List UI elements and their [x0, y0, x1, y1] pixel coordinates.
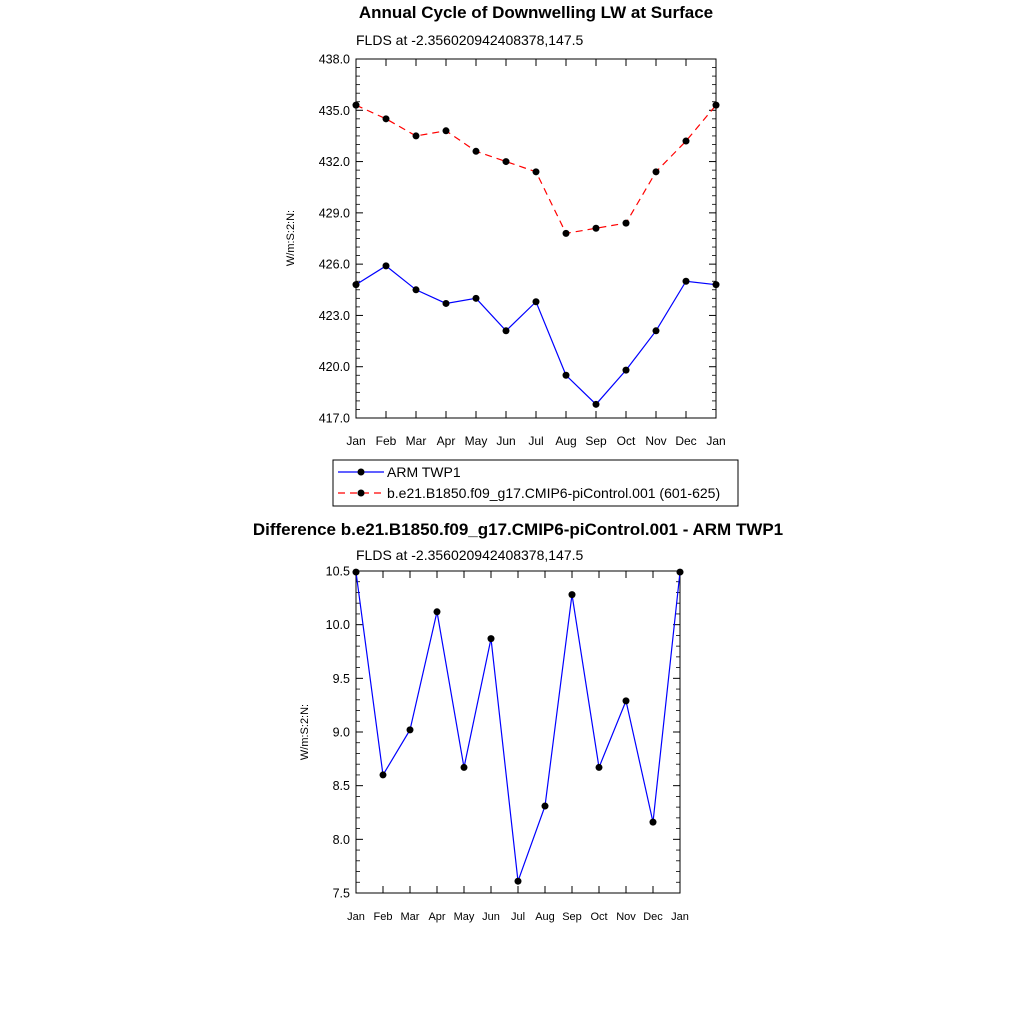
y-tick-label: 432.0 — [318, 155, 350, 170]
x-tick-label: Apr — [428, 911, 446, 923]
x-tick-label: Nov — [645, 434, 667, 448]
x-tick-label: Sep — [585, 434, 607, 448]
data-point-0-7 — [542, 803, 549, 810]
legend-marker-model — [358, 490, 365, 497]
y-tick-label: 7.5 — [332, 886, 350, 901]
data-point-0-10 — [623, 697, 630, 704]
y-tick-label: 426.0 — [318, 257, 350, 272]
data-point-0-7 — [563, 372, 570, 379]
data-point-1-0 — [353, 102, 360, 109]
x-tick-label: Feb — [375, 434, 397, 448]
data-point-1-6 — [533, 168, 540, 175]
legend — [333, 460, 738, 506]
x-tick-label: Oct — [590, 911, 608, 923]
data-point-0-12 — [713, 281, 720, 288]
x-tick-label: Mar — [400, 911, 420, 923]
data-point-0-9 — [623, 367, 630, 374]
x-tick-label: Jun — [496, 434, 516, 448]
x-tick-label: Jun — [482, 911, 500, 923]
y-tick-label: 9.5 — [332, 671, 350, 686]
data-point-0-11 — [650, 819, 657, 826]
x-tick-label: Aug — [535, 911, 555, 923]
difference-chart — [253, 520, 783, 923]
y-tick-label: 9.0 — [332, 725, 350, 740]
data-point-1-11 — [683, 138, 690, 145]
diff-plot-axes — [326, 565, 689, 924]
data-point-0-3 — [434, 608, 441, 615]
data-point-0-2 — [413, 286, 420, 293]
series-line-0 — [356, 266, 716, 404]
diff-y-axis-label: W/m:S:2:N: — [299, 703, 311, 761]
data-point-0-5 — [503, 327, 510, 334]
x-tick-label: Jan — [706, 434, 726, 448]
y-tick-label: 10.5 — [325, 564, 350, 579]
data-point-0-1 — [380, 771, 387, 778]
data-point-1-2 — [413, 132, 420, 139]
x-tick-label: Dec — [643, 911, 663, 923]
diff-chart-title: Difference b.e21.B1850.f09_g17.CMIP6-piControl.001 - ARM TWP1 — [252, 520, 784, 539]
data-point-0-9 — [596, 764, 603, 771]
data-point-1-4 — [473, 148, 480, 155]
y-tick-label: 438.0 — [318, 52, 350, 67]
series-marks — [353, 102, 720, 408]
y-tick-label: 8.0 — [332, 832, 350, 847]
data-point-0-10 — [653, 327, 660, 334]
data-point-0-1 — [383, 262, 390, 269]
data-point-0-3 — [443, 300, 450, 307]
y-tick-label: 423.0 — [318, 308, 350, 323]
data-point-1-5 — [503, 158, 510, 165]
x-tick-label: Jul — [510, 911, 526, 923]
data-point-0-2 — [407, 726, 414, 733]
diff-chart-subtitle: FLDS at -2.356020942408378,147.5 — [356, 547, 584, 563]
x-tick-label: Sep — [562, 911, 582, 923]
x-tick-label: Jan — [671, 911, 689, 923]
data-point-1-12 — [713, 102, 720, 109]
y-tick-label: 10.0 — [325, 618, 350, 633]
y-axis-label: W/m:S:2:N: — [285, 209, 297, 267]
plot-frame — [356, 59, 716, 418]
data-point-0-8 — [593, 401, 600, 408]
y-tick-label: 420.0 — [318, 360, 350, 375]
annual-cycle-chart — [285, 3, 726, 448]
x-tick-label: Feb — [373, 911, 393, 923]
x-tick-label: Oct — [616, 434, 636, 448]
legend-entry-arm: ARM TWP1 — [387, 464, 461, 480]
x-tick-label: May — [464, 434, 488, 448]
data-point-1-1 — [383, 115, 390, 122]
data-point-1-9 — [623, 220, 630, 227]
data-point-0-4 — [461, 764, 468, 771]
chart-subtitle: FLDS at -2.356020942408378,147.5 — [356, 32, 584, 48]
data-point-1-8 — [593, 225, 600, 232]
data-point-0-0 — [353, 281, 360, 288]
data-point-0-0 — [353, 569, 360, 576]
plot-frame — [356, 571, 680, 893]
data-point-0-8 — [569, 591, 576, 598]
series-line-0 — [356, 572, 680, 881]
data-point-0-6 — [533, 298, 540, 305]
x-tick-label: Mar — [405, 434, 427, 448]
legend-entry-model: b.e21.B1850.f09_g17.CMIP6-piControl.001 (601-625) — [387, 485, 721, 501]
data-point-1-10 — [653, 168, 660, 175]
x-tick-label: Aug — [555, 434, 577, 448]
x-tick-label: Jan — [347, 911, 365, 923]
y-tick-label: 417.0 — [318, 411, 350, 426]
x-tick-label: Apr — [436, 434, 456, 448]
legend-marker-arm — [358, 469, 365, 476]
data-point-1-3 — [443, 127, 450, 134]
data-point-0-4 — [473, 295, 480, 302]
plot-axes — [319, 53, 726, 449]
y-tick-label: 435.0 — [318, 103, 350, 118]
x-tick-label: Dec — [675, 434, 697, 448]
data-point-0-5 — [488, 635, 495, 642]
data-point-0-12 — [677, 569, 684, 576]
x-tick-label: Nov — [616, 911, 636, 923]
y-tick-label: 8.5 — [332, 779, 350, 794]
chart-title: Annual Cycle of Downwelling LW at Surface — [358, 3, 714, 22]
data-point-1-7 — [563, 230, 570, 237]
data-point-0-6 — [515, 878, 522, 885]
diff-series-marks — [353, 569, 684, 885]
y-tick-label: 429.0 — [318, 206, 350, 221]
x-tick-label: May — [453, 911, 475, 923]
x-tick-label: Jan — [346, 434, 366, 448]
data-point-0-11 — [683, 278, 690, 285]
x-tick-label: Jul — [528, 434, 544, 448]
